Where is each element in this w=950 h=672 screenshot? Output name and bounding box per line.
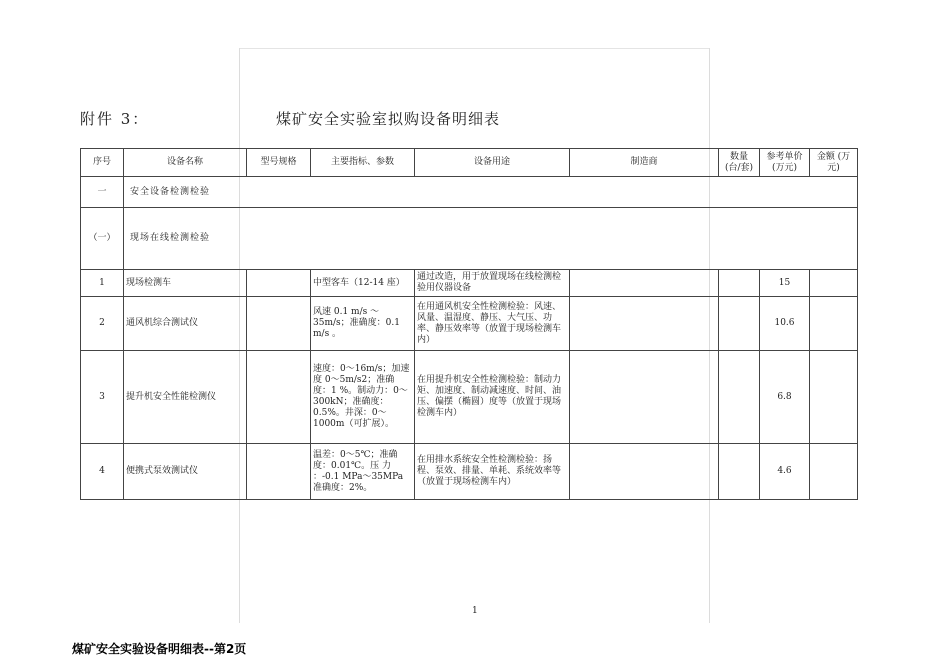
section-2-label: 现场在线检测检验	[124, 208, 858, 270]
equipment-table	[80, 148, 858, 500]
table-row	[81, 444, 858, 500]
row-2-model	[247, 297, 311, 351]
row-1-manufacturer	[570, 270, 719, 297]
row-1-specs: 中型客车（12-14 座）	[311, 270, 415, 297]
row-3-amount	[810, 351, 858, 444]
section-row-1	[81, 177, 858, 208]
row-3-quantity	[719, 351, 760, 444]
row-4-seq: 4	[81, 444, 124, 500]
page-number: 1	[472, 606, 478, 616]
row-1-amount	[810, 270, 858, 297]
row-2-usage: 在用通风机安全性检测检验：风速、风量、温湿度、静压、大气压、功率、静压效率等（放置于现场检测车内）	[415, 297, 570, 351]
row-2-quantity	[719, 297, 760, 351]
header-seq: 序号	[81, 149, 124, 177]
row-1-ref-price: 15	[760, 270, 810, 297]
table-header-row	[81, 149, 858, 177]
header-usage: 设备用途	[415, 149, 570, 177]
row-2-ref-price: 10.6	[760, 297, 810, 351]
page-border-top	[239, 48, 710, 49]
row-1-usage: 通过改造，用于放置现场在线检测检验用仪器设备	[415, 270, 570, 297]
row-2-specs: 风速 0.1 m/s ～35m/s；准确度：0.1 m/s 。	[311, 297, 415, 351]
section-1-label: 安全设备检测检验	[124, 177, 858, 208]
row-4-model	[247, 444, 311, 500]
row-4-name: 便携式泵效测试仪	[124, 444, 247, 500]
row-3-model	[247, 351, 311, 444]
section-2-number: （一）	[81, 208, 124, 270]
row-3-specs: 速度：0～16m/s；加速度 0～5m/s2；准确度：1 %。制动力：0～300kN；准确度：0.5%。井深：0～1000m（可扩展）。	[311, 351, 415, 444]
row-1-seq: 1	[81, 270, 124, 297]
footer-caption: 煤矿安全实验设备明细表--第2页	[72, 642, 247, 656]
table-row	[81, 270, 858, 297]
table-row	[81, 351, 858, 444]
section-row-2	[81, 208, 858, 270]
row-3-seq: 3	[81, 351, 124, 444]
header-specs: 主要指标、参数	[311, 149, 415, 177]
row-3-ref-price: 6.8	[760, 351, 810, 444]
row-4-amount	[810, 444, 858, 500]
header-model: 型号规格	[247, 149, 311, 177]
row-3-usage: 在用提升机安全性检测检验：制动力矩、加速度、制动减速度、时间、油压、偏摆（椭圆）度等（放置于现场检测车内）	[415, 351, 570, 444]
row-1-model	[247, 270, 311, 297]
header-amount: 金额 (万元)	[810, 149, 858, 177]
row-2-amount	[810, 297, 858, 351]
header-quantity: 数量 (台/套)	[719, 149, 760, 177]
table-row	[81, 297, 858, 351]
row-3-manufacturer	[570, 351, 719, 444]
section-1-number: 一	[81, 177, 124, 208]
row-3-name: 提升机安全性能检测仪	[124, 351, 247, 444]
row-2-manufacturer	[570, 297, 719, 351]
row-4-specs: 温差：0～5℃；准确度：0.01℃。压 力 ：-0.1 MPa～35MPa 准确度：2%。	[311, 444, 415, 500]
row-4-ref-price: 4.6	[760, 444, 810, 500]
header-ref-price: 参考单价 (万元)	[760, 149, 810, 177]
header-manufacturer: 制造商	[570, 149, 719, 177]
document-title: 煤矿安全实验室拟购设备明细表	[276, 110, 501, 128]
header-name: 设备名称	[124, 149, 247, 177]
row-2-seq: 2	[81, 297, 124, 351]
row-4-usage: 在用排水系统安全性检测检验：扬程、泵效、排量、单耗、系统效率等（放置于现场检测车内）	[415, 444, 570, 500]
attachment-label: 附件 3：	[80, 110, 150, 128]
row-2-name: 通风机综合测试仪	[124, 297, 247, 351]
row-4-manufacturer	[570, 444, 719, 500]
row-1-name: 现场检测车	[124, 270, 247, 297]
row-4-quantity	[719, 444, 760, 500]
row-1-quantity	[719, 270, 760, 297]
